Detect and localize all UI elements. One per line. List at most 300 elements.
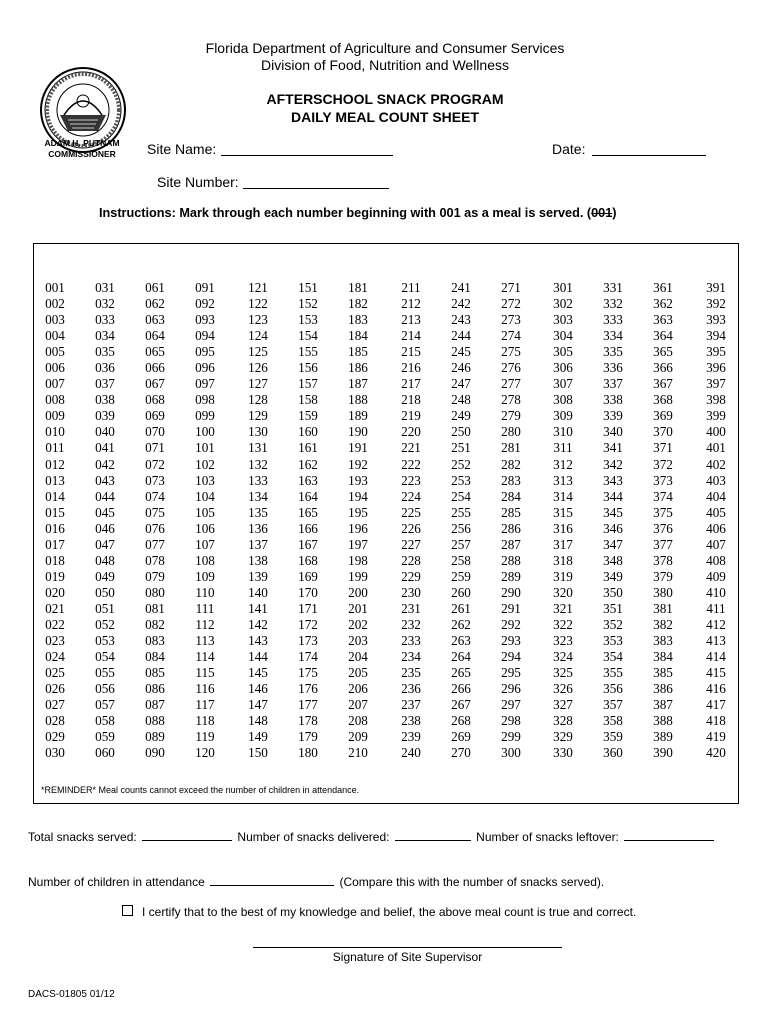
meal-number[interactable]: 065	[145, 344, 165, 360]
meal-number[interactable]: 342	[603, 456, 623, 472]
meal-number[interactable]: 358	[603, 713, 623, 729]
meal-number[interactable]: 145	[248, 665, 268, 681]
meal-number[interactable]: 213	[401, 312, 421, 328]
meal-number[interactable]: 214	[401, 328, 421, 344]
meal-number[interactable]: 087	[145, 697, 165, 713]
meal-number[interactable]: 134	[248, 488, 268, 504]
meal-number[interactable]: 234	[401, 649, 421, 665]
meal-number[interactable]: 088	[145, 713, 165, 729]
meal-number[interactable]: 217	[401, 376, 421, 392]
meal-number[interactable]: 291	[501, 600, 521, 616]
meal-number[interactable]: 160	[298, 424, 318, 440]
certify-checkbox[interactable]	[122, 905, 133, 916]
meal-number[interactable]: 231	[401, 600, 421, 616]
meal-number[interactable]: 192	[348, 456, 368, 472]
meal-number[interactable]: 376	[653, 520, 673, 536]
meal-number[interactable]: 205	[348, 665, 368, 681]
meal-number[interactable]: 224	[401, 488, 421, 504]
meal-number[interactable]: 026	[45, 681, 65, 697]
meal-number[interactable]: 219	[401, 408, 421, 424]
meal-number[interactable]: 157	[298, 376, 318, 392]
meal-number[interactable]: 052	[95, 616, 115, 632]
meal-number[interactable]: 048	[95, 552, 115, 568]
meal-number[interactable]: 314	[553, 488, 573, 504]
meal-number[interactable]: 166	[298, 520, 318, 536]
meal-number[interactable]: 190	[348, 424, 368, 440]
meal-number[interactable]: 356	[603, 681, 623, 697]
meal-number[interactable]: 363	[653, 312, 673, 328]
meal-number[interactable]: 162	[298, 456, 318, 472]
meal-number[interactable]: 218	[401, 392, 421, 408]
meal-number[interactable]: 086	[145, 681, 165, 697]
meal-number[interactable]: 220	[401, 424, 421, 440]
meal-number[interactable]: 158	[298, 392, 318, 408]
meal-number[interactable]: 290	[501, 584, 521, 600]
meal-number[interactable]: 032	[95, 296, 115, 312]
meal-number[interactable]: 114	[195, 649, 215, 665]
meal-number[interactable]: 301	[553, 280, 573, 295]
meal-number[interactable]: 184	[348, 328, 368, 344]
meal-number[interactable]: 286	[501, 520, 521, 536]
meal-number[interactable]: 311	[553, 440, 573, 456]
meal-number[interactable]: 075	[145, 504, 165, 520]
meal-number[interactable]: 331	[603, 280, 623, 295]
meal-number[interactable]: 197	[348, 536, 368, 552]
meal-number[interactable]: 403	[706, 472, 726, 488]
meal-number[interactable]: 203	[348, 633, 368, 649]
meal-number[interactable]: 251	[451, 440, 471, 456]
meal-number[interactable]: 104	[195, 488, 215, 504]
meal-number[interactable]: 373	[653, 472, 673, 488]
meal-number[interactable]: 155	[298, 344, 318, 360]
meal-number[interactable]: 112	[195, 616, 215, 632]
meal-number[interactable]: 057	[95, 697, 115, 713]
meal-number[interactable]: 011	[45, 440, 65, 456]
meal-number[interactable]: 305	[553, 344, 573, 360]
meal-number[interactable]: 027	[45, 697, 65, 713]
meal-number[interactable]: 208	[348, 713, 368, 729]
meal-number[interactable]: 394	[706, 328, 726, 344]
meal-number[interactable]: 022	[45, 616, 65, 632]
meal-number[interactable]: 390	[653, 745, 673, 761]
meal-number[interactable]: 249	[451, 408, 471, 424]
meal-number[interactable]: 309	[553, 408, 573, 424]
meal-number[interactable]: 328	[553, 713, 573, 729]
meal-number[interactable]: 050	[95, 584, 115, 600]
meal-number[interactable]: 372	[653, 456, 673, 472]
meal-number[interactable]: 341	[603, 440, 623, 456]
meal-number[interactable]: 168	[298, 552, 318, 568]
meal-number[interactable]: 062	[145, 296, 165, 312]
meal-number[interactable]: 320	[553, 584, 573, 600]
meal-number[interactable]: 327	[553, 697, 573, 713]
meal-number[interactable]: 095	[195, 344, 215, 360]
meal-number[interactable]: 375	[653, 504, 673, 520]
meal-number[interactable]: 047	[95, 536, 115, 552]
meal-number[interactable]: 127	[248, 376, 268, 392]
meal-number[interactable]: 383	[653, 633, 673, 649]
meal-number[interactable]: 129	[248, 408, 268, 424]
meal-number[interactable]: 067	[145, 376, 165, 392]
delivered-field[interactable]	[395, 839, 471, 841]
meal-number[interactable]: 315	[553, 504, 573, 520]
meal-number[interactable]: 100	[195, 424, 215, 440]
meal-number[interactable]: 391	[706, 280, 726, 295]
meal-number[interactable]: 107	[195, 536, 215, 552]
meal-number[interactable]: 316	[553, 520, 573, 536]
meal-number[interactable]: 068	[145, 392, 165, 408]
meal-number[interactable]: 297	[501, 697, 521, 713]
meal-number[interactable]: 182	[348, 296, 368, 312]
meal-number[interactable]: 398	[706, 392, 726, 408]
meal-number[interactable]: 207	[348, 697, 368, 713]
meal-number[interactable]: 228	[401, 552, 421, 568]
meal-number[interactable]: 386	[653, 681, 673, 697]
meal-number[interactable]: 004	[45, 328, 65, 344]
meal-number[interactable]: 202	[348, 616, 368, 632]
meal-number[interactable]: 111	[195, 600, 215, 616]
meal-number[interactable]: 135	[248, 504, 268, 520]
meal-number[interactable]: 266	[451, 681, 471, 697]
meal-number[interactable]: 264	[451, 649, 471, 665]
meal-number[interactable]: 346	[603, 520, 623, 536]
meal-number[interactable]: 236	[401, 681, 421, 697]
meal-number[interactable]: 347	[603, 536, 623, 552]
meal-number[interactable]: 099	[195, 408, 215, 424]
meal-number[interactable]: 053	[95, 633, 115, 649]
date-field[interactable]	[592, 155, 706, 156]
meal-number[interactable]: 354	[603, 649, 623, 665]
meal-number[interactable]: 258	[451, 552, 471, 568]
meal-number[interactable]: 250	[451, 424, 471, 440]
meal-number[interactable]: 282	[501, 456, 521, 472]
meal-number[interactable]: 116	[195, 681, 215, 697]
meal-number[interactable]: 041	[95, 440, 115, 456]
meal-number[interactable]: 044	[95, 488, 115, 504]
meal-number[interactable]: 256	[451, 520, 471, 536]
meal-number[interactable]: 387	[653, 697, 673, 713]
meal-number[interactable]: 225	[401, 504, 421, 520]
meal-number[interactable]: 371	[653, 440, 673, 456]
meal-number[interactable]: 407	[706, 536, 726, 552]
meal-number[interactable]: 337	[603, 376, 623, 392]
meal-number[interactable]: 018	[45, 552, 65, 568]
meal-number[interactable]: 360	[603, 745, 623, 761]
meal-number[interactable]: 348	[603, 552, 623, 568]
meal-number[interactable]: 170	[298, 584, 318, 600]
meal-number[interactable]: 215	[401, 344, 421, 360]
meal-number[interactable]: 361	[653, 280, 673, 295]
meal-number[interactable]: 272	[501, 296, 521, 312]
meal-number[interactable]: 123	[248, 312, 268, 328]
meal-number[interactable]: 006	[45, 360, 65, 376]
meal-number[interactable]: 353	[603, 633, 623, 649]
meal-number[interactable]: 378	[653, 552, 673, 568]
meal-number[interactable]: 295	[501, 665, 521, 681]
meal-number[interactable]: 130	[248, 424, 268, 440]
meal-number[interactable]: 015	[45, 504, 65, 520]
meal-number[interactable]: 233	[401, 633, 421, 649]
meal-number[interactable]: 303	[553, 312, 573, 328]
meal-number[interactable]: 300	[501, 745, 521, 761]
meal-number[interactable]: 138	[248, 552, 268, 568]
meal-number[interactable]: 200	[348, 584, 368, 600]
meal-number[interactable]: 070	[145, 424, 165, 440]
meal-number[interactable]: 374	[653, 488, 673, 504]
meal-number[interactable]: 191	[348, 440, 368, 456]
meal-number[interactable]: 150	[248, 745, 268, 761]
meal-number[interactable]: 146	[248, 681, 268, 697]
meal-number[interactable]: 185	[348, 344, 368, 360]
meal-number[interactable]: 163	[298, 472, 318, 488]
meal-number[interactable]: 396	[706, 360, 726, 376]
meal-number[interactable]: 066	[145, 360, 165, 376]
meal-number[interactable]: 211	[401, 280, 421, 295]
meal-number[interactable]: 188	[348, 392, 368, 408]
meal-number[interactable]: 243	[451, 312, 471, 328]
meal-number[interactable]: 248	[451, 392, 471, 408]
meal-number[interactable]: 414	[706, 649, 726, 665]
meal-number[interactable]: 227	[401, 536, 421, 552]
meal-number[interactable]: 210	[348, 745, 368, 761]
meal-number[interactable]: 343	[603, 472, 623, 488]
meal-number[interactable]: 265	[451, 665, 471, 681]
meal-number[interactable]: 034	[95, 328, 115, 344]
meal-number[interactable]: 273	[501, 312, 521, 328]
meal-number[interactable]: 060	[95, 745, 115, 761]
meal-number[interactable]: 329	[553, 729, 573, 745]
meal-number[interactable]: 408	[706, 552, 726, 568]
attendance-field[interactable]	[210, 884, 334, 886]
meal-number[interactable]: 406	[706, 520, 726, 536]
meal-number[interactable]: 285	[501, 504, 521, 520]
meal-number[interactable]: 401	[706, 440, 726, 456]
meal-number[interactable]: 335	[603, 344, 623, 360]
meal-number[interactable]: 310	[553, 424, 573, 440]
meal-number[interactable]: 023	[45, 633, 65, 649]
meal-number[interactable]: 269	[451, 729, 471, 745]
meal-number[interactable]: 357	[603, 697, 623, 713]
meal-number[interactable]: 008	[45, 392, 65, 408]
meal-number[interactable]: 345	[603, 504, 623, 520]
meal-number[interactable]: 055	[95, 665, 115, 681]
meal-number[interactable]: 119	[195, 729, 215, 745]
meal-number[interactable]: 262	[451, 616, 471, 632]
meal-number[interactable]: 049	[95, 568, 115, 584]
meal-number[interactable]: 274	[501, 328, 521, 344]
meal-number[interactable]: 267	[451, 697, 471, 713]
meal-number[interactable]: 254	[451, 488, 471, 504]
meal-number[interactable]: 232	[401, 616, 421, 632]
meal-number[interactable]: 051	[95, 600, 115, 616]
meal-number[interactable]: 395	[706, 344, 726, 360]
meal-number[interactable]: 368	[653, 392, 673, 408]
meal-number[interactable]: 081	[145, 600, 165, 616]
meal-number[interactable]: 377	[653, 536, 673, 552]
meal-number[interactable]: 409	[706, 568, 726, 584]
meal-number[interactable]: 056	[95, 681, 115, 697]
meal-number[interactable]: 091	[195, 280, 215, 295]
meal-number[interactable]: 410	[706, 584, 726, 600]
meal-number[interactable]: 153	[298, 312, 318, 328]
meal-number[interactable]: 071	[145, 440, 165, 456]
meal-number[interactable]: 021	[45, 600, 65, 616]
meal-number[interactable]: 108	[195, 552, 215, 568]
meal-number[interactable]: 037	[95, 376, 115, 392]
meal-number[interactable]: 350	[603, 584, 623, 600]
meal-number[interactable]: 299	[501, 729, 521, 745]
meal-number[interactable]: 016	[45, 520, 65, 536]
meal-number[interactable]: 333	[603, 312, 623, 328]
meal-number[interactable]: 420	[706, 745, 726, 761]
meal-number[interactable]: 367	[653, 376, 673, 392]
meal-number[interactable]: 366	[653, 360, 673, 376]
meal-number[interactable]: 020	[45, 584, 65, 600]
meal-number[interactable]: 003	[45, 312, 65, 328]
meal-number[interactable]: 043	[95, 472, 115, 488]
meal-number[interactable]: 308	[553, 392, 573, 408]
meal-number[interactable]: 083	[145, 633, 165, 649]
meal-number[interactable]: 268	[451, 713, 471, 729]
meal-number[interactable]: 149	[248, 729, 268, 745]
meal-number[interactable]: 058	[95, 713, 115, 729]
meal-number[interactable]: 418	[706, 713, 726, 729]
meal-number[interactable]: 084	[145, 649, 165, 665]
meal-number[interactable]: 012	[45, 456, 65, 472]
meal-number[interactable]: 054	[95, 649, 115, 665]
meal-number[interactable]: 131	[248, 440, 268, 456]
meal-number[interactable]: 090	[145, 745, 165, 761]
meal-number[interactable]: 415	[706, 665, 726, 681]
meal-number[interactable]: 031	[95, 280, 115, 295]
meal-number[interactable]: 244	[451, 328, 471, 344]
meal-number[interactable]: 330	[553, 745, 573, 761]
meal-number[interactable]: 122	[248, 296, 268, 312]
meal-number[interactable]: 312	[553, 456, 573, 472]
meal-number[interactable]: 230	[401, 584, 421, 600]
meal-number[interactable]: 253	[451, 472, 471, 488]
meal-number[interactable]: 141	[248, 600, 268, 616]
meal-number[interactable]: 306	[553, 360, 573, 376]
meal-number[interactable]: 177	[298, 697, 318, 713]
meal-number[interactable]: 332	[603, 296, 623, 312]
meal-number[interactable]: 080	[145, 584, 165, 600]
meal-number[interactable]: 147	[248, 697, 268, 713]
meal-number[interactable]: 172	[298, 616, 318, 632]
meal-number[interactable]: 389	[653, 729, 673, 745]
meal-number[interactable]: 325	[553, 665, 573, 681]
meal-number[interactable]: 013	[45, 472, 65, 488]
meal-number[interactable]: 128	[248, 392, 268, 408]
meal-number[interactable]: 238	[401, 713, 421, 729]
meal-number[interactable]: 318	[553, 552, 573, 568]
meal-number[interactable]: 124	[248, 328, 268, 344]
meal-number[interactable]: 405	[706, 504, 726, 520]
meal-number[interactable]: 151	[298, 280, 318, 295]
meal-number[interactable]: 349	[603, 568, 623, 584]
meal-number[interactable]: 321	[553, 600, 573, 616]
meal-number[interactable]: 261	[451, 600, 471, 616]
meal-number[interactable]: 222	[401, 456, 421, 472]
meal-number[interactable]: 263	[451, 633, 471, 649]
meal-number[interactable]: 097	[195, 376, 215, 392]
meal-number[interactable]: 175	[298, 665, 318, 681]
meal-number[interactable]: 412	[706, 616, 726, 632]
meal-number[interactable]: 115	[195, 665, 215, 681]
meal-number[interactable]: 113	[195, 633, 215, 649]
meal-number[interactable]: 399	[706, 408, 726, 424]
meal-number[interactable]: 089	[145, 729, 165, 745]
site-number-field[interactable]	[243, 188, 389, 189]
meal-number[interactable]: 352	[603, 616, 623, 632]
site-name-field[interactable]	[221, 155, 393, 156]
meal-number[interactable]: 284	[501, 488, 521, 504]
meal-number[interactable]: 294	[501, 649, 521, 665]
meal-number[interactable]: 039	[95, 408, 115, 424]
meal-number[interactable]: 193	[348, 472, 368, 488]
meal-number[interactable]: 270	[451, 745, 471, 761]
meal-number[interactable]: 275	[501, 344, 521, 360]
meal-number[interactable]: 287	[501, 536, 521, 552]
meal-number[interactable]: 029	[45, 729, 65, 745]
meal-number[interactable]: 010	[45, 424, 65, 440]
meal-number[interactable]: 413	[706, 633, 726, 649]
meal-number[interactable]: 400	[706, 424, 726, 440]
meal-number[interactable]: 223	[401, 472, 421, 488]
meal-number[interactable]: 159	[298, 408, 318, 424]
meal-number[interactable]: 393	[706, 312, 726, 328]
meal-number[interactable]: 189	[348, 408, 368, 424]
meal-number[interactable]: 382	[653, 616, 673, 632]
meal-number[interactable]: 121	[248, 280, 268, 295]
meal-number[interactable]: 246	[451, 360, 471, 376]
meal-number[interactable]: 140	[248, 584, 268, 600]
meal-number[interactable]: 063	[145, 312, 165, 328]
meal-number[interactable]: 324	[553, 649, 573, 665]
meal-number[interactable]: 209	[348, 729, 368, 745]
meal-number[interactable]: 076	[145, 520, 165, 536]
meal-number[interactable]: 126	[248, 360, 268, 376]
meal-number[interactable]: 379	[653, 568, 673, 584]
meal-number[interactable]: 033	[95, 312, 115, 328]
meal-number[interactable]: 235	[401, 665, 421, 681]
meal-number[interactable]: 117	[195, 697, 215, 713]
meal-number[interactable]: 359	[603, 729, 623, 745]
meal-number[interactable]: 046	[95, 520, 115, 536]
meal-number[interactable]: 106	[195, 520, 215, 536]
meal-number[interactable]: 142	[248, 616, 268, 632]
meal-number[interactable]: 237	[401, 697, 421, 713]
meal-number[interactable]: 278	[501, 392, 521, 408]
meal-number[interactable]: 240	[401, 745, 421, 761]
meal-number[interactable]: 369	[653, 408, 673, 424]
meal-number[interactable]: 392	[706, 296, 726, 312]
meal-number[interactable]: 362	[653, 296, 673, 312]
meal-number[interactable]: 174	[298, 649, 318, 665]
meal-number[interactable]: 385	[653, 665, 673, 681]
meal-number[interactable]: 298	[501, 713, 521, 729]
meal-number[interactable]: 103	[195, 472, 215, 488]
meal-number[interactable]: 098	[195, 392, 215, 408]
meal-number[interactable]: 045	[95, 504, 115, 520]
meal-number[interactable]: 161	[298, 440, 318, 456]
meal-number[interactable]: 302	[553, 296, 573, 312]
meal-number[interactable]: 093	[195, 312, 215, 328]
meal-number[interactable]: 212	[401, 296, 421, 312]
meal-number[interactable]: 370	[653, 424, 673, 440]
meal-number[interactable]: 118	[195, 713, 215, 729]
meal-number[interactable]: 313	[553, 472, 573, 488]
